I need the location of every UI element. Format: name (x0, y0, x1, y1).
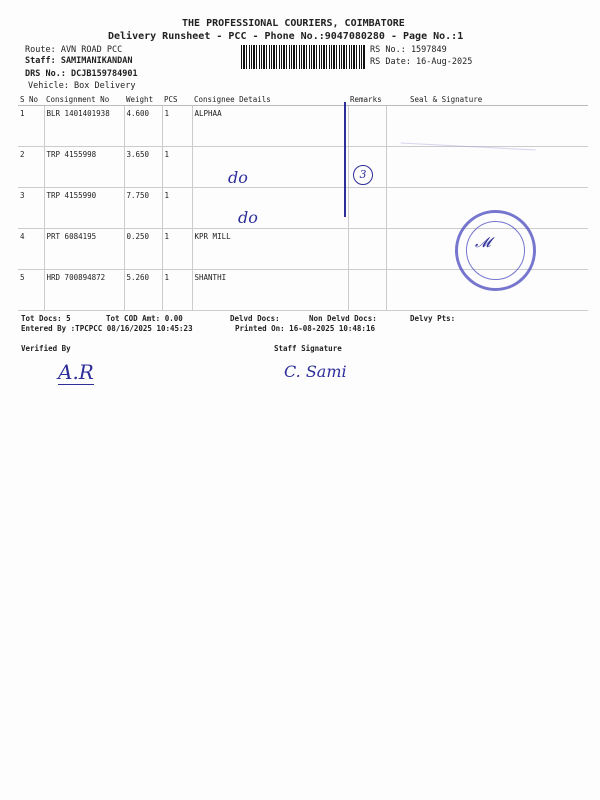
weight: 5.260 (124, 270, 162, 311)
col-weight: Weight (124, 93, 162, 106)
consignment-no: HRD 700894872 (44, 270, 124, 311)
signature: 𝓜 (475, 235, 491, 251)
drs-no: DRS No.: DCJB159784901 (25, 69, 138, 79)
s-no: 5 (18, 270, 44, 311)
consignee-details: ALPHAA (192, 106, 348, 147)
tot-cod: Tot COD Amt: 0.00 (106, 314, 183, 323)
consignee-details: KPR MILL (192, 229, 348, 270)
consignment-no: BLR 1401401938 (44, 106, 124, 147)
entered-by: Entered By :TPCPCC 08/16/2025 10:45:23 (21, 324, 193, 333)
staff: Staff: SAMIMANIKANDAN (25, 56, 133, 66)
staff-signature: C. Sami (284, 362, 347, 381)
rs-no: RS No.: 1597849 (370, 45, 447, 55)
s-no: 4 (18, 229, 44, 270)
handwritten-ditto: do (228, 168, 248, 187)
stamp-rectangular (399, 134, 536, 181)
printed-on: Printed On: 16-08-2025 10:48:16 (235, 324, 375, 333)
handwritten-circle-number: 3 (353, 165, 373, 185)
delvd-docs: Delvd Docs: (230, 314, 280, 323)
weight: 7.750 (124, 188, 162, 229)
consignment-no: PRT 6084195 (44, 229, 124, 270)
route: Route: AVN ROAD PCC (25, 45, 123, 55)
pcs: 1 (162, 270, 192, 311)
col-sno: S No (18, 93, 44, 106)
company-seal (455, 210, 536, 291)
remarks (348, 188, 386, 229)
remarks (348, 229, 386, 270)
runsheet-title: Delivery Runsheet - PCC - Phone No.:9047080280 - Page No.:1 (108, 31, 464, 42)
col-consignee: Consignee Details (192, 93, 348, 106)
weight: 3.650 (124, 147, 162, 188)
consignee-details (192, 147, 348, 188)
pcs: 1 (162, 229, 192, 270)
rs-date: RS Date: 16-Aug-2025 (370, 57, 473, 67)
weight: 4.600 (124, 106, 162, 147)
s-no: 1 (18, 106, 44, 147)
col-consignment: Consignment No (44, 93, 124, 106)
pcs: 1 (162, 147, 192, 188)
handwritten-ditto: do (238, 208, 258, 227)
col-remarks: Remarks (348, 93, 386, 106)
pcs: 1 (162, 188, 192, 229)
pcs: 1 (162, 106, 192, 147)
s-no: 3 (18, 188, 44, 229)
consignee-details: SHANTHI (192, 270, 348, 311)
company-name: THE PROFESSIONAL COURIERS, COIMBATORE (182, 18, 405, 29)
tot-docs: Tot Docs: 5 (21, 314, 71, 323)
bracket-line (344, 102, 346, 217)
remarks (348, 106, 386, 147)
vehicle: Vehicle: Box Delivery (28, 81, 136, 91)
non-delvd-docs: Non Delvd Docs: (309, 314, 377, 323)
barcode (241, 45, 365, 69)
s-no: 2 (18, 147, 44, 188)
verified-by-label: Verified By (21, 344, 71, 353)
col-pcs: PCS (162, 93, 192, 106)
weight: 0.250 (124, 229, 162, 270)
consignee-details (192, 188, 348, 229)
consignment-no: TRP 4155990 (44, 188, 124, 229)
staff-signature-label: Staff Signature (274, 344, 342, 353)
consignment-no: TRP 4155998 (44, 147, 124, 188)
verified-signature: A.R (58, 360, 94, 384)
delvy-pts: Delvy Pts: (410, 314, 456, 323)
col-seal: Seal & Signature (386, 93, 588, 106)
remarks (348, 270, 386, 311)
